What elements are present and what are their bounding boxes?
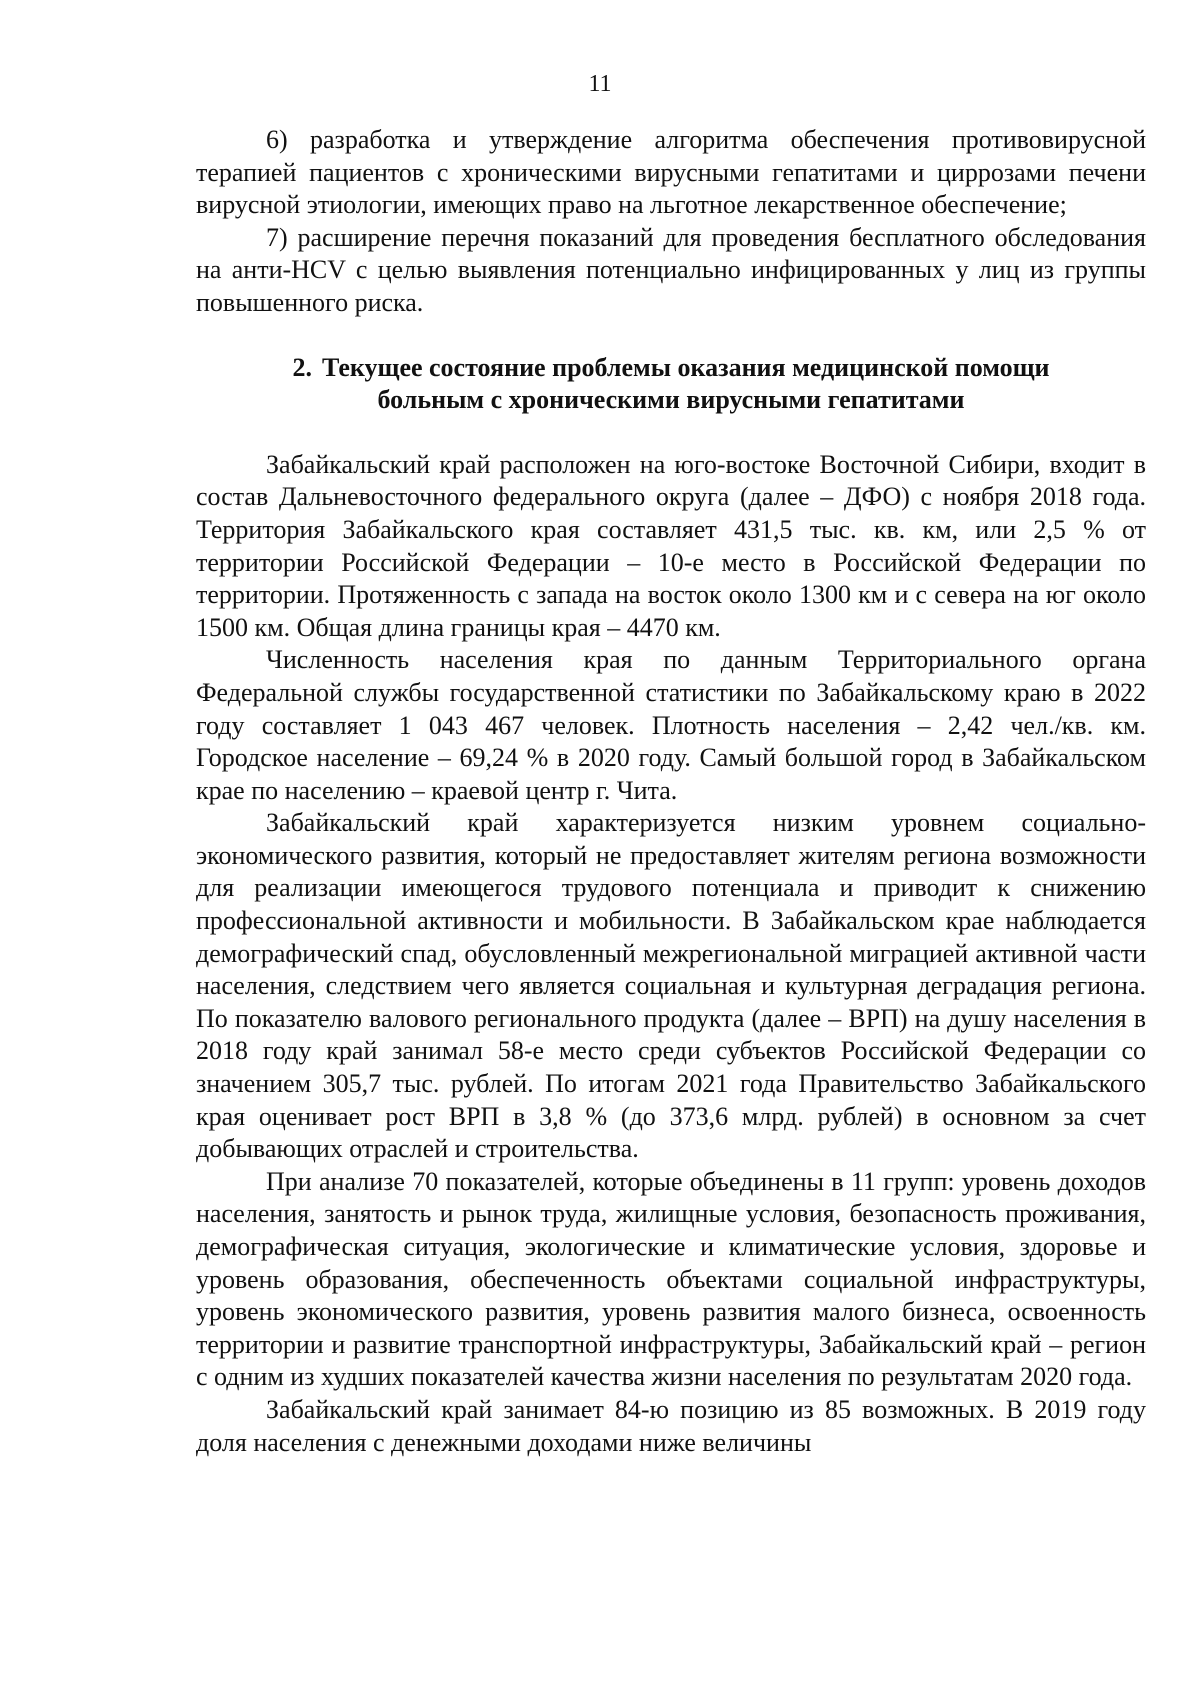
paragraph-geography: Забайкальский край расположен на юго-востоке Восточной Сибири, входит в состав Дальневосточного федерального округа (далее – ДФО) с ноября 2018 года. Территория Забайкальского края составляет 431,5 тыс. кв. км, или 2,5 % от территории Российской Федерации – 10-е место в Российской Федерации по территории. Протяженность с запада на восток около 1300 км и с севера на юг около 1500 км. Общая длина границы края – 4470 км. [196,449,1146,642]
section-number: 2. [292,352,312,382]
section-heading-line-1 [196,352,1146,385]
paragraph-ranking: Забайкальский край занимает 84-ю позицию из 85 возможных. В 2019 году доля населения с денежными доходами ниже величины [196,1394,1146,1457]
section-title-line-1: Текущее состояние проблемы оказания медицинской помощи [321,352,1050,382]
paragraph-indicators: При анализе 70 показателей, которые объединены в 11 групп: уровень доходов населения, занятость и рынок труда, жилищные условия, безопасность проживания, демографическая ситуация, экологические и климатические условия, здоровье и уровень образования, обеспеченность объектами социальной инфраструктуры, уровень экономического развития, уровень развития малого бизнеса, освоенность территории и развитие транспортной инфраструктуры, Забайкальский край – регион с одним из худших показателей качества жизни населения по результатам 2020 года. [196,1166,1146,1392]
list-item-6: 6) разработка и утверждение алгоритма обеспечения противовирусной терапией пациентов с хроническими вирусными гепатитами и циррозами печени вирусной этиологии, имеющих право на льготное лекарственное обеспечение; [196,125,1146,220]
page-number: 11 [588,71,612,97]
list-item-7: 7) расширение перечня показаний для проведения бесплатного обследования на анти-HCV с целью выявления потенциально инфицированных у лиц из группы повышенного риска. [196,222,1146,317]
paragraph-population: Численность населения края по данным Территориального органа Федеральной службы государственной статистики по Забайкальскому краю в 2022 году составляет 1 043 467 человек. Плотность населения – 2,42 чел./кв. км. Городское население – 69,24 % в 2020 году. Самый большой город в Забайкальском крае по населению – краевой центр г. Чита. [196,645,1146,805]
paragraph-economy: Забайкальский край характеризуется низким уровнем социально-экономического развития, который не предоставляет жителям региона возможности для реализации имеющегося трудового потенциала и приводит к снижению профессиональной активности и мобильности. В Забайкальском крае наблюдается демографический спад, обусловленный межрегиональной миграцией активной части населения, следствием чего является социальная и культурная деградация региона. По показателю валового регионального продукта (далее – ВРП) на душу населения в 2018 году край занимал 58-е место среди субъектов Российской Федерации со значением 305,7 тыс. рублей. По итогам 2021 года Правительство Забайкальского края оценивает рост ВРП в 3,8 % (до 373,6 млрд. рублей) в основном за счет добывающих отраслей и строительства. [196,808,1146,1164]
section-title-line-2: больным с хроническими вирусными гепатитами [377,385,965,415]
page-content [196,124,1146,1459]
section-heading [196,352,1146,417]
